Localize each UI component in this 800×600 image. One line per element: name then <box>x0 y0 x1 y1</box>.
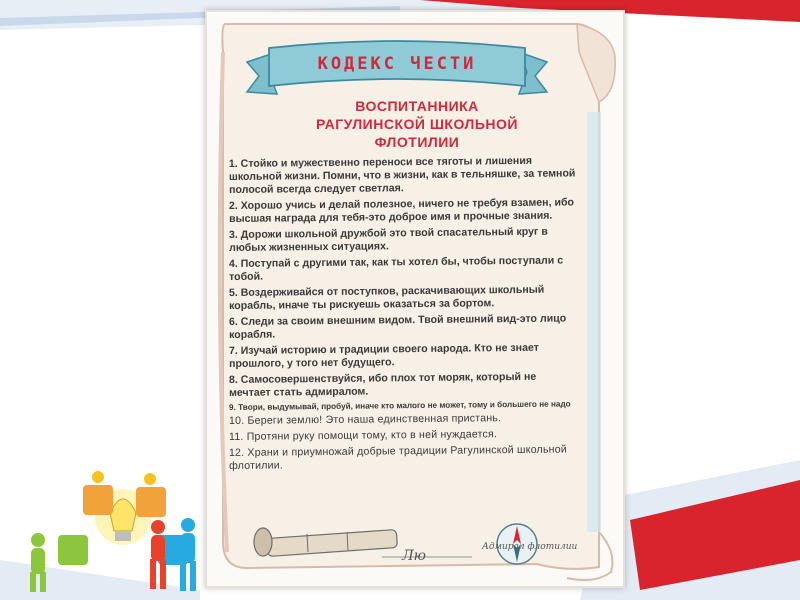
puzzle-people-icon <box>18 465 208 595</box>
document-title: КОДЕКС ЧЕСТИ <box>317 54 477 74</box>
rule-item: 10. Береги землю! Это наша единственная пристань. <box>228 412 502 427</box>
rule-item: 4. Поступай с другими так, как ты хотел бы, чтобы поступали с тобой. <box>228 254 564 283</box>
rule-item: 5. Воздерживайся от поступков, раскачивающих школьный корабль, иначе ты рискуешь оказаться за бортом. <box>228 283 545 312</box>
rule-item: 12. Храни и приумножай добрые традиции Рагулинской школьной флотилии. <box>228 443 567 472</box>
rule-item: 11. Протяни руку помощи тому, кто в ней нуждается. <box>228 428 498 443</box>
rule-item: 2. Хорошо учись и делай полезное, ничего не требуя взамен, ибо высшая награда для тебя-это доброе имя и прочные знания. <box>228 196 575 225</box>
rules-list <box>228 154 579 476</box>
subtitle-line-3: ФЛОТИЛИИ <box>374 134 460 150</box>
subtitle-line-1: ВОСПИТАННИКА <box>355 98 479 114</box>
rule-item: 9. Твори, выдумывай, пробуй, иначе кто малого не может, тому и большего не надо <box>228 399 571 412</box>
signature-caption: Адмирал флотилии <box>482 542 578 552</box>
rule-item: 3. Дорожи школьной дружбой это твой спасательный круг в любых жизненных ситуациях. <box>228 225 548 254</box>
rule-item: 7. Изучай историю и традиции своего народа. Кто не знает прошлого, у того нет будущего. <box>228 341 539 370</box>
signature: Лю <box>402 548 427 564</box>
subtitle-line-2: РАГУЛИНСКОЙ ШКОЛЬНОЙ <box>316 116 518 132</box>
rule-item: 1. Стойко и мужественно переноси все тяготы и лишения школьной жизни. Помни, что в жизни, как в тельняшке, за темной полосой всегда следует светлая. <box>228 154 576 196</box>
code-of-honor-picture <box>205 10 625 588</box>
rule-item: 8. Самосовершенствуйся, ибо плох тот моряк, который не мечтает стать адмиралом. <box>228 370 537 399</box>
rule-item: 6. Следи за своим внешним видом. Твой внешний вид-это лицо корабля. <box>228 312 567 341</box>
